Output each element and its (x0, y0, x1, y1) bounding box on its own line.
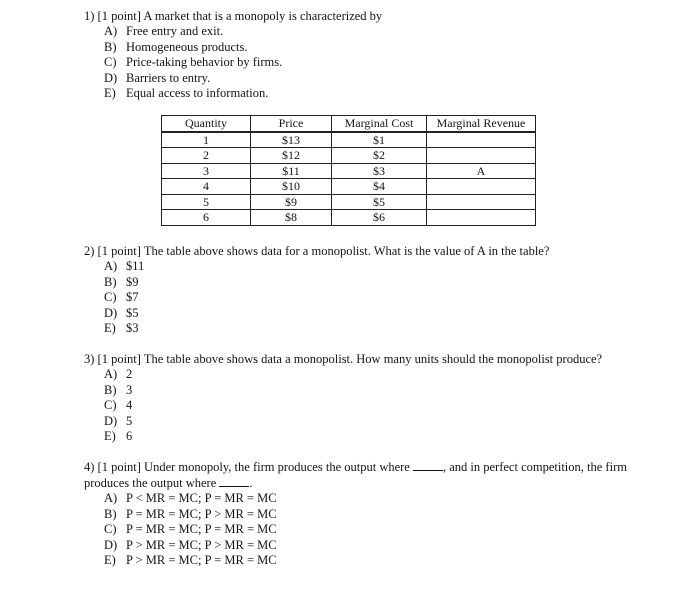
question-1-stem: 1) [1 point] A market that is a monopoly is characterized by (84, 9, 383, 23)
option-text: Price-taking behavior by firms. (126, 55, 283, 69)
cell-price: $10 (251, 179, 332, 195)
cell-quantity: 2 (162, 148, 251, 164)
question-4-stem-end: . (249, 476, 253, 490)
cell-price: $9 (251, 194, 332, 210)
option-b (104, 383, 644, 399)
question-4 (84, 459, 629, 569)
option-a (104, 259, 644, 275)
cell-marginal-revenue (427, 210, 536, 226)
header-price: Price (251, 116, 332, 132)
question-1-options (104, 24, 644, 102)
option-text: $7 (126, 290, 139, 304)
option-text: P > MR = MC; P > MR = MC (126, 537, 277, 552)
cell-price: $8 (251, 210, 332, 226)
cell-marginal-cost: $6 (332, 210, 427, 226)
option-d (104, 71, 644, 87)
option-text: Homogeneous products. (126, 39, 248, 54)
question-3-stem: 3) [1 point] The table above shows data a monopolist. How many units should the monopolist produce? (84, 352, 603, 366)
option-d (104, 306, 644, 322)
option-letter: D) (104, 70, 118, 85)
cell-marginal-cost: $2 (332, 148, 427, 164)
option-text: P > MR = MC; P = MR = MC (126, 553, 277, 567)
table-row (162, 194, 536, 210)
cell-quantity: 6 (162, 210, 251, 226)
option-letter: E) (104, 86, 116, 100)
header-marginal-revenue: Marginal Revenue (427, 116, 536, 132)
cell-marginal-cost: $4 (332, 179, 427, 195)
option-a (104, 24, 644, 40)
option-text: $3 (126, 321, 139, 335)
cell-marginal-revenue (427, 132, 536, 148)
option-text: P = MR = MC; P = MR = MC (126, 522, 277, 536)
option-letter: B) (104, 506, 117, 521)
option-a (104, 491, 629, 507)
cell-marginal-revenue (427, 194, 536, 210)
answer-blank (413, 460, 443, 471)
option-letter: E) (104, 553, 116, 567)
option-a (104, 367, 644, 383)
answer-blank (219, 476, 249, 487)
option-d (104, 414, 644, 430)
option-text: Barriers to entry. (126, 70, 211, 85)
cell-marginal-cost: $1 (332, 132, 427, 148)
cell-price: $12 (251, 148, 332, 164)
option-letter: C) (104, 290, 117, 304)
option-c (104, 290, 644, 306)
option-letter: A) (104, 259, 118, 273)
question-3 (84, 351, 644, 445)
option-b (104, 275, 644, 291)
option-text: 3 (126, 382, 133, 397)
option-letter: E) (104, 321, 116, 335)
cell-marginal-cost: $5 (332, 194, 427, 210)
option-c (104, 522, 629, 538)
cell-marginal-revenue (427, 148, 536, 164)
option-letter: B) (104, 382, 117, 397)
table-row (162, 132, 536, 148)
option-letter: E) (104, 429, 116, 443)
table-row (162, 210, 536, 226)
option-letter: D) (104, 413, 118, 428)
cell-quantity: 1 (162, 132, 251, 148)
option-letter: B) (104, 274, 117, 289)
option-letter: C) (104, 398, 117, 412)
option-b (104, 40, 644, 56)
question-1 (84, 8, 644, 102)
option-letter: C) (104, 522, 117, 536)
option-letter: A) (104, 367, 118, 381)
option-text: 4 (126, 398, 133, 412)
option-text: Equal access to information. (126, 86, 269, 100)
option-e (104, 553, 629, 569)
option-c (104, 398, 644, 414)
option-text: $11 (126, 259, 145, 273)
cell-quantity: 5 (162, 194, 251, 210)
cell-marginal-revenue (427, 179, 536, 195)
question-2 (84, 243, 644, 337)
option-text: 6 (126, 429, 133, 443)
option-text: P = MR = MC; P > MR = MC (126, 506, 277, 521)
table-row (162, 163, 536, 179)
option-text: $9 (126, 274, 139, 289)
cell-marginal-cost: $3 (332, 163, 427, 179)
header-quantity: Quantity (162, 116, 251, 132)
option-letter: B) (104, 39, 117, 54)
option-e (104, 321, 644, 337)
option-letter: A) (104, 491, 118, 505)
question-4-stem (84, 459, 629, 491)
cell-quantity: 3 (162, 163, 251, 179)
option-letter: A) (104, 24, 118, 38)
question-4-stem-part1: 4) [1 point] Under monopoly, the firm produces the output where (84, 460, 410, 474)
option-b (104, 507, 629, 523)
option-text: 2 (126, 367, 133, 381)
monopolist-data-table (161, 115, 536, 226)
option-letter: D) (104, 537, 118, 552)
table-row (162, 148, 536, 164)
question-3-options (104, 367, 644, 445)
cell-quantity: 4 (162, 179, 251, 195)
question-4-options (104, 491, 629, 569)
table-header-row (162, 116, 536, 132)
cell-price: $13 (251, 132, 332, 148)
option-c (104, 55, 644, 71)
option-e (104, 86, 644, 102)
question-4-stem-part2: , and in perfect competition, the firm produces the output where (84, 460, 627, 490)
option-text: $5 (126, 305, 139, 320)
option-text: Free entry and exit. (126, 24, 224, 38)
option-text: 5 (126, 413, 133, 428)
cell-marginal-revenue: A (427, 163, 536, 179)
table-row (162, 179, 536, 195)
question-2-stem: 2) [1 point] The table above shows data for a monopolist. What is the value of A in the table? (84, 244, 550, 258)
option-letter: D) (104, 305, 118, 320)
option-e (104, 429, 644, 445)
option-d (104, 538, 629, 554)
question-2-options (104, 259, 644, 337)
option-letter: C) (104, 55, 117, 69)
header-marginal-cost: Marginal Cost (332, 116, 427, 132)
option-text: P < MR = MC; P = MR = MC (126, 491, 277, 505)
cell-price: $11 (251, 163, 332, 179)
